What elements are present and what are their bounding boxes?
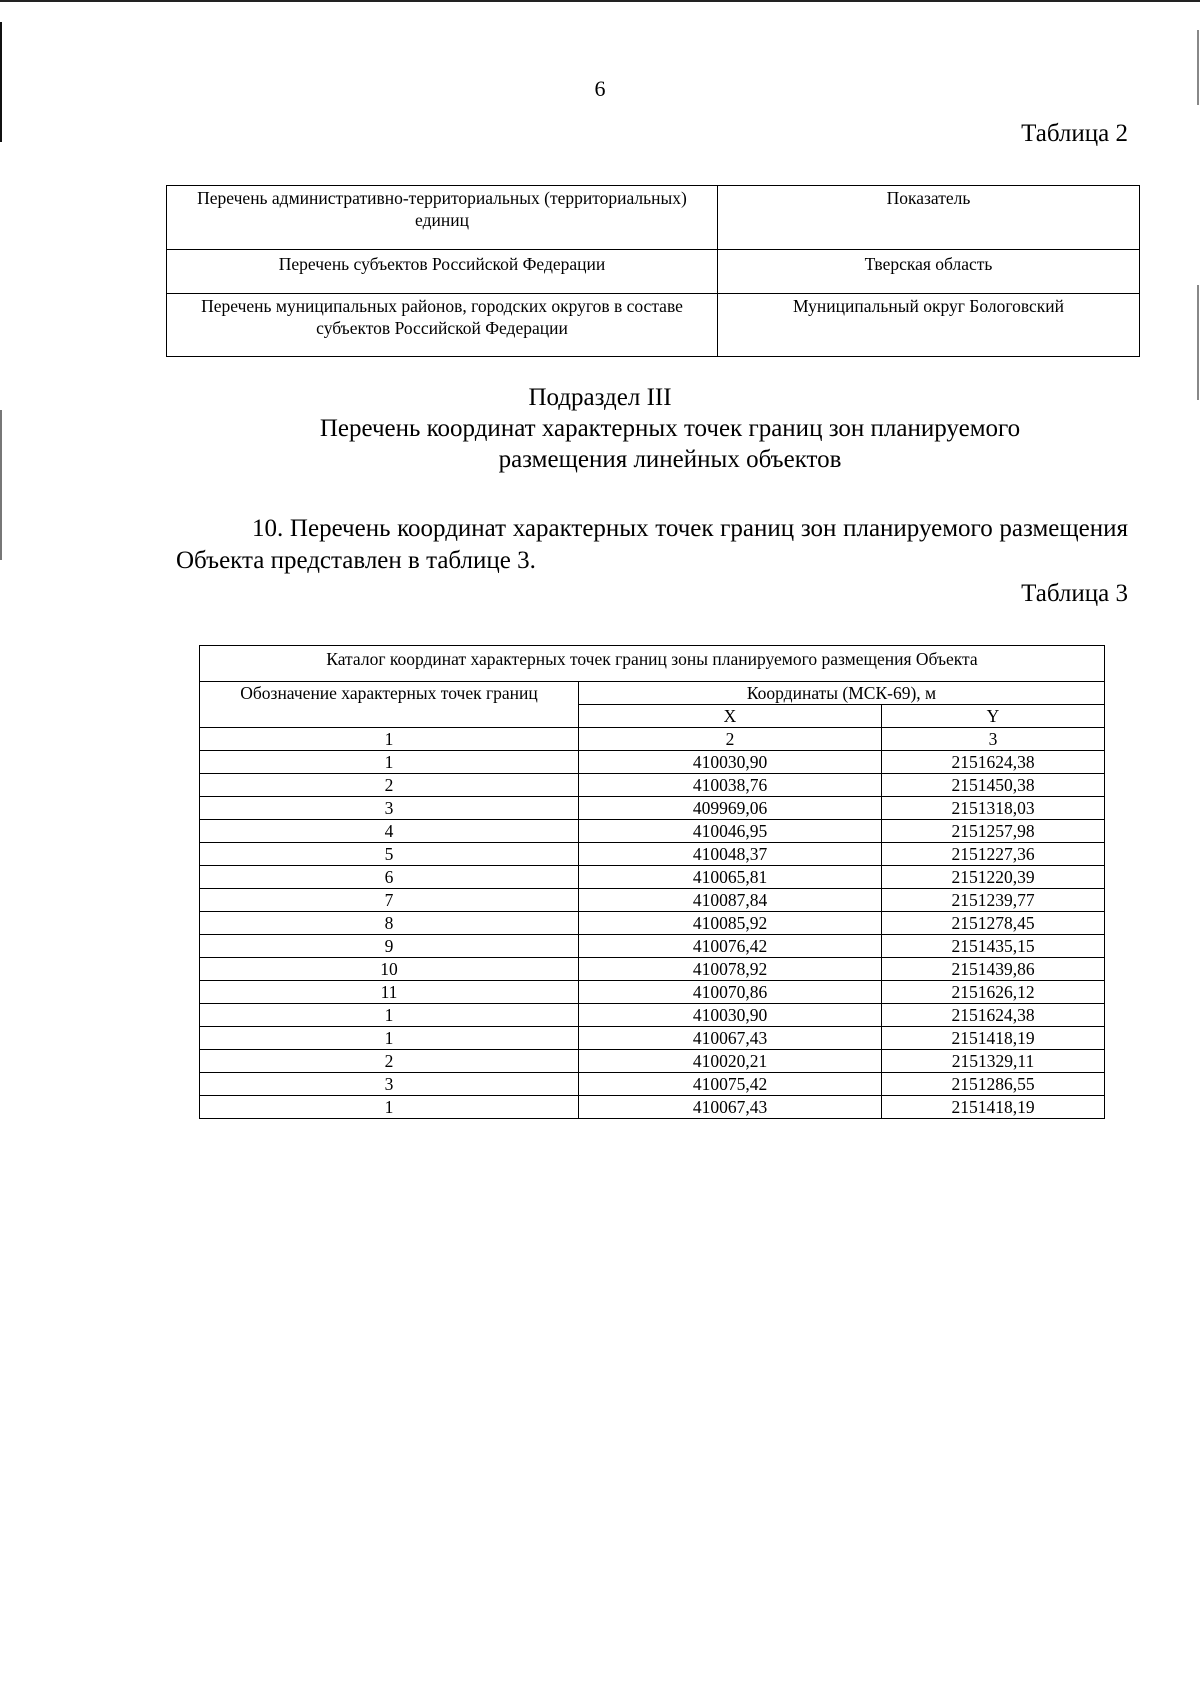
coord-x: 410076,42 <box>579 935 882 958</box>
coord-y: 2151435,15 <box>882 935 1105 958</box>
table-row <box>200 1004 1105 1027</box>
table-row <box>200 981 1105 1004</box>
point-id: 1 <box>200 1004 579 1027</box>
subsection-heading-line1: Перечень координат характерных точек границ зон планируемого <box>319 415 1021 442</box>
point-id: 1 <box>200 1027 579 1050</box>
coord-x: 410067,43 <box>579 1096 882 1119</box>
coord-x: 410046,95 <box>579 820 882 843</box>
coord-x: 410038,76 <box>579 774 882 797</box>
coord-x: 410065,81 <box>579 866 882 889</box>
table-row <box>200 1050 1105 1073</box>
point-id: 8 <box>200 912 579 935</box>
table-row <box>200 843 1105 866</box>
point-id: 3 <box>200 797 579 820</box>
point-id: 1 <box>200 1096 579 1119</box>
table2-label: Таблица 2 <box>1021 120 1128 147</box>
coord-y: 2151318,03 <box>882 797 1105 820</box>
coord-x: 410030,90 <box>579 1004 882 1027</box>
table2-row <box>167 250 1140 294</box>
table2-row-name: Перечень субъектов Российской Федерации <box>167 250 718 294</box>
coord-x: 410030,90 <box>579 751 882 774</box>
table3-header-point: Обозначение характерных точек границ <box>200 682 579 728</box>
table2-row-value: Тверская область <box>718 250 1140 294</box>
coord-x: 410078,92 <box>579 958 882 981</box>
coord-y: 2151227,36 <box>882 843 1105 866</box>
coord-y: 2151257,98 <box>882 820 1105 843</box>
coord-x: 409969,06 <box>579 797 882 820</box>
subsection-heading-line2: размещения линейных объектов <box>498 446 842 473</box>
point-id: 1 <box>200 751 579 774</box>
table3-column-numbers-row <box>200 728 1105 751</box>
table-row <box>200 774 1105 797</box>
table-2-admin-units <box>166 185 1140 357</box>
table3-label: Таблица 3 <box>1021 580 1128 607</box>
coord-x: 410067,43 <box>579 1027 882 1050</box>
table3-colnum-1: 1 <box>200 728 579 751</box>
table3-caption-row <box>200 646 1105 682</box>
coord-y: 2151624,38 <box>882 751 1105 774</box>
coord-y: 2151439,86 <box>882 958 1105 981</box>
coord-y: 2151329,11 <box>882 1050 1105 1073</box>
coord-y: 2151624,38 <box>882 1004 1105 1027</box>
table-row <box>200 958 1105 981</box>
point-id: 5 <box>200 843 579 866</box>
coord-y: 2151239,77 <box>882 889 1105 912</box>
table-row <box>200 912 1105 935</box>
coord-x: 410075,42 <box>579 1073 882 1096</box>
coord-x: 410085,92 <box>579 912 882 935</box>
table3-header-row <box>200 682 1105 705</box>
point-id: 7 <box>200 889 579 912</box>
table-row <box>200 1073 1105 1096</box>
table-row <box>200 889 1105 912</box>
coord-y: 2151450,38 <box>882 774 1105 797</box>
point-id: 2 <box>200 1050 579 1073</box>
table2-header-indicator: Показатель <box>718 186 1140 250</box>
paragraph-10: 10. Перечень координат характерных точек границ зон планируемого размещения Объекта представлен в таблице 3. <box>176 515 1128 574</box>
table3-colnum-3: 3 <box>882 728 1105 751</box>
page-number: 6 <box>594 76 606 101</box>
coord-x: 410070,86 <box>579 981 882 1004</box>
point-id: 9 <box>200 935 579 958</box>
coord-y: 2151278,45 <box>882 912 1105 935</box>
coord-x: 410020,21 <box>579 1050 882 1073</box>
point-id: 11 <box>200 981 579 1004</box>
coord-y: 2151418,19 <box>882 1027 1105 1050</box>
table3-caption: Каталог координат характерных точек границ зоны планируемого размещения Объекта <box>200 646 1105 682</box>
subsection-title: Подраздел III <box>528 384 672 411</box>
table2-row <box>167 294 1140 357</box>
table2-header-units: Перечень административно-территориальных (территориальных) единиц <box>167 186 718 250</box>
coord-y: 2151220,39 <box>882 866 1105 889</box>
table-3-coordinates <box>199 645 1105 1119</box>
table3-colnum-2: 2 <box>579 728 882 751</box>
coord-x: 410048,37 <box>579 843 882 866</box>
coord-y: 2151418,19 <box>882 1096 1105 1119</box>
table-row <box>200 1096 1105 1119</box>
coord-y: 2151286,55 <box>882 1073 1105 1096</box>
table2-row-value: Муниципальный округ Бологовский <box>718 294 1140 357</box>
table3-header-x: X <box>579 705 882 728</box>
table3-header-coordinates: Координаты (МСК-69), м <box>579 682 1105 705</box>
table-row <box>200 866 1105 889</box>
scan-edge-top <box>0 0 1200 2</box>
table-row <box>200 797 1105 820</box>
table-row <box>200 1027 1105 1050</box>
point-id: 2 <box>200 774 579 797</box>
point-id: 4 <box>200 820 579 843</box>
table2-row-name: Перечень муниципальных районов, городских округов в составе субъектов Российской Федерации <box>167 294 718 357</box>
table-row <box>200 935 1105 958</box>
subsection-heading <box>0 382 1200 475</box>
table2-header-row <box>167 186 1140 250</box>
coord-y: 2151626,12 <box>882 981 1105 1004</box>
table3-header-y: Y <box>882 705 1105 728</box>
table-row <box>200 820 1105 843</box>
table-row <box>200 751 1105 774</box>
point-id: 10 <box>200 958 579 981</box>
coord-x: 410087,84 <box>579 889 882 912</box>
point-id: 6 <box>200 866 579 889</box>
point-id: 3 <box>200 1073 579 1096</box>
